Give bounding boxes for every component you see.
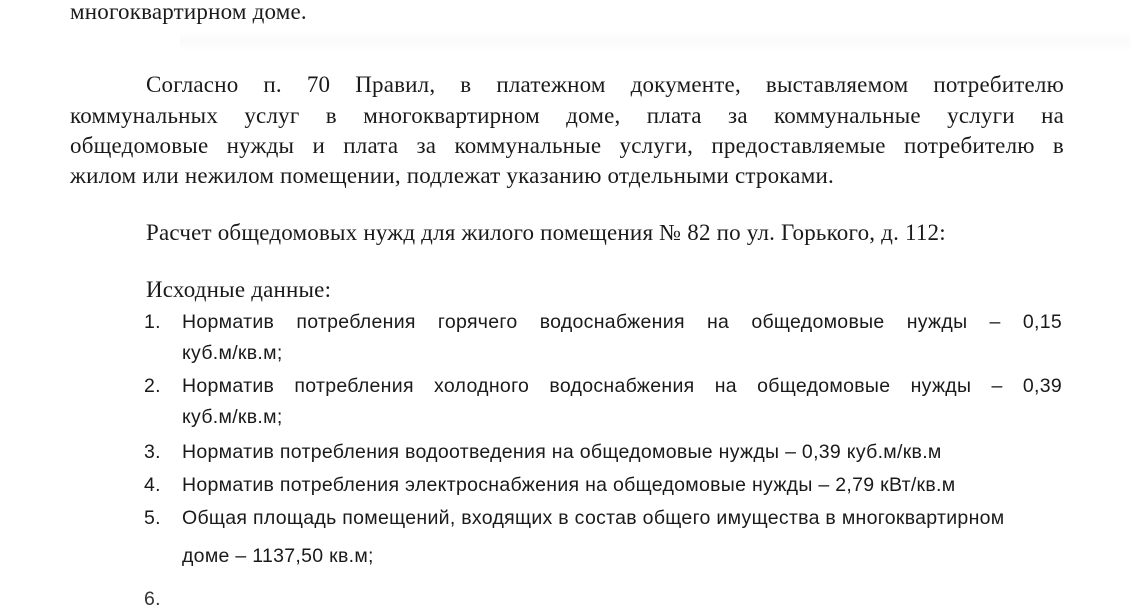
list-item-text: Норматив потребления водоотведения на общедомовые нужды – 0,39 куб.м/кв.м — [182, 441, 942, 463]
calc-heading: Расчет общедомовых нужд для жилого помещения № 82 по ул. Горького, д. 112: — [146, 220, 946, 245]
list-item-continuation: доме – 1137,50 кв.м; — [182, 545, 374, 567]
paragraph-line-2: коммунальных услуг в многоквартирном доме, плата за коммунальные услуги на — [70, 103, 1064, 128]
list-item-text: Общая площадь помещений, входящих в состав общего имущества в многоквартирном — [182, 507, 1005, 529]
paragraph-line-3: общедомовые нужды и плата за коммунальные услуги, предоставляемые потребителю в — [70, 133, 1064, 158]
paragraph-line-4: жилом или нежилом помещении, подлежат указанию отдельными строками. — [70, 163, 834, 188]
list-item-text: Норматив потребления электроснабжения на общедомовые нужды – 2,79 кВт/кв.м — [182, 474, 956, 496]
scan-artifact — [180, 30, 1130, 52]
source-data-heading: Исходные данные: — [146, 277, 332, 302]
list-item-continuation: куб.м/кв.м; — [182, 406, 283, 428]
list-item-text: Норматив потребления горячего водоснабжения на общедомовые нужды – 0,15 — [182, 311, 1062, 333]
list-item-text: Норматив потребления холодного водоснабжения на общедомовые нужды – 0,39 — [182, 375, 1062, 397]
list-number: 2. — [144, 375, 161, 397]
list-number: 5. — [144, 507, 161, 529]
cut-off-list-item-6 — [144, 584, 1044, 610]
list-number: 6. — [144, 588, 161, 610]
paragraph-line-1: Согласно п. 70 Правил, в платежном документе, выставляемом потребителю — [146, 72, 1064, 97]
top-fragment: многоквартирном доме. — [70, 0, 307, 24]
list-number: 1. — [144, 311, 161, 333]
list-item-continuation: куб.м/кв.м; — [182, 342, 283, 364]
list-number: 4. — [144, 474, 161, 496]
list-number: 3. — [144, 441, 161, 463]
